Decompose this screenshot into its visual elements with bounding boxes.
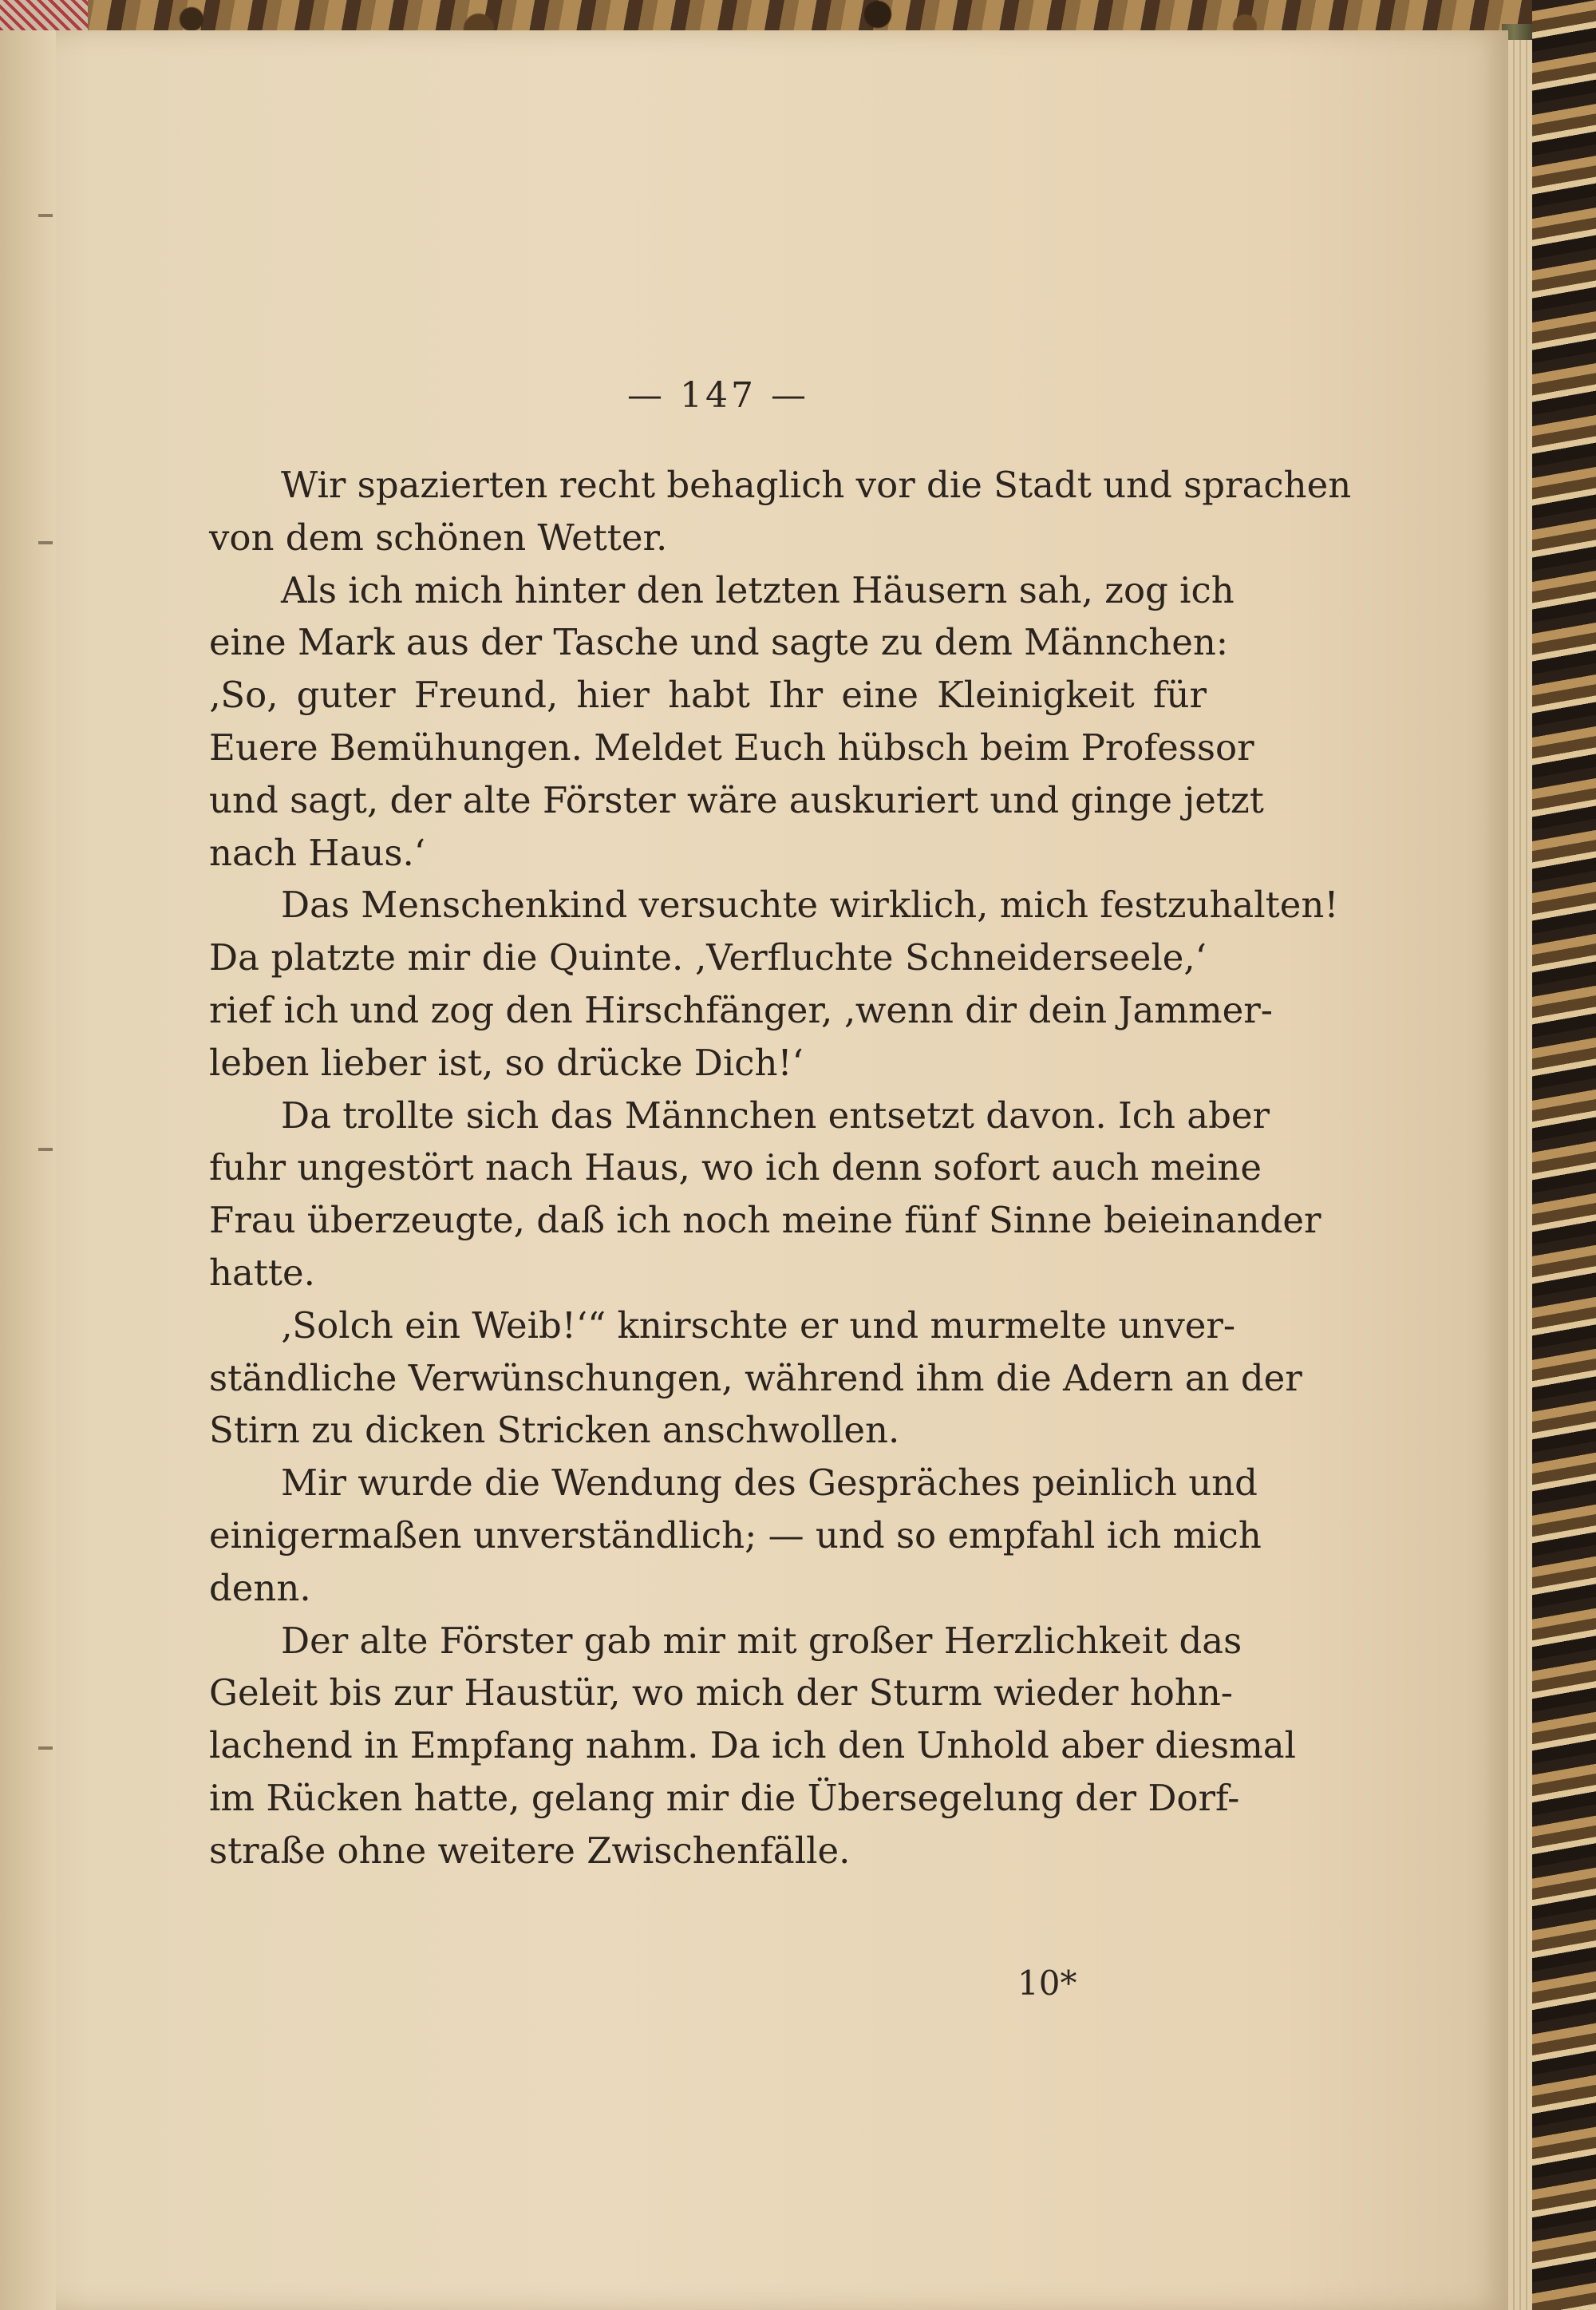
paragraph: [209, 1615, 1296, 1877]
text-line: fuhr ungestört nach Haus, wo ich denn sofort auch meine: [209, 1146, 1262, 1189]
text-line: Euere Bemühungen. Meldet Euch hübsch beim Professor: [209, 726, 1254, 769]
text-line: Mir wurde die Wendung des Gespräches peinlich und: [281, 1462, 1258, 1505]
text-line: im Rücken hatte, gelang mir die Übersegelung der Dorf-: [209, 1776, 1240, 1819]
text-line: Der alte Förster gab mir mit großer Herzlichkeit das: [281, 1619, 1242, 1662]
page-gutter: [0, 30, 56, 2310]
text-line: Frau überzeugte, daß ich noch meine fünf Sinne beieinander: [209, 1199, 1321, 1242]
binding-thread-mark: [38, 541, 53, 544]
text-line: hatte.: [209, 1251, 315, 1294]
binding-thread-mark: [38, 1746, 53, 1750]
paragraph: [209, 459, 1352, 564]
binding-thread-mark: [38, 1148, 53, 1151]
text-line: ‚Solch ein Weib!‘“ knirschte er und murmelte unver-: [281, 1303, 1236, 1347]
text-line: nach Haus.‘: [209, 831, 426, 874]
text-line: eine Mark aus der Tasche und sagte zu dem Männchen:: [209, 621, 1229, 664]
paragraph: [209, 1299, 1302, 1457]
text-line: einigermaßen unverständlich; — und so empfahl ich mich: [209, 1513, 1262, 1556]
text-line: und sagt, der alte Förster wäre auskuriert und ginge jetzt: [209, 778, 1264, 821]
signature-mark: 10*: [1017, 1964, 1077, 2003]
page-number-header: — 147 —: [627, 375, 809, 416]
text-line: Stirn zu dicken Stricken anschwollen.: [209, 1409, 900, 1452]
text-line: ständliche Verwünschungen, während ihm die Adern an der: [209, 1356, 1302, 1399]
paragraph: [209, 1457, 1262, 1614]
text-line: ‚So, guter Freund, hier habt Ihr eine Kleinigkeit für: [209, 674, 1207, 717]
binding-thread-mark: [38, 214, 53, 217]
text-line: Da trollte sich das Männchen entsetzt davon. Ich aber: [281, 1094, 1270, 1137]
paragraph: [209, 1090, 1321, 1299]
text-line: rief ich und zog den Hirschfänger, ‚wenn dir dein Jammer-: [209, 988, 1273, 1031]
paragraph: [209, 879, 1339, 1089]
text-line: Wir spazierten recht behaglich vor die Stadt und sprachen: [281, 464, 1352, 506]
marbled-cover-edge: [1532, 0, 1596, 2310]
text-line: Das Menschenkind versuchte wirklich, mich festzuhalten!: [281, 884, 1339, 927]
text-line: von dem schönen Wetter.: [209, 516, 668, 559]
text-line: Da platzte mir die Quinte. ‚Verfluchte Schneiderseele,‘: [209, 936, 1207, 979]
text-line: Geleit bis zur Haustür, wo mich der Sturm wieder hohn-: [209, 1671, 1234, 1715]
text-line: straße ohne weitere Zwischenfälle.: [209, 1829, 851, 1872]
text-line: lachend in Empfang nahm. Da ich den Unhold aber diesmal: [209, 1724, 1296, 1767]
paragraph: [209, 564, 1264, 880]
text-line: leben lieber ist, so drücke Dich!‘: [209, 1041, 804, 1084]
body-text: [209, 459, 1352, 1877]
text-line: Als ich mich hinter den letzten Häusern sah, zog ich: [281, 568, 1235, 611]
text-line: denn.: [209, 1566, 311, 1609]
